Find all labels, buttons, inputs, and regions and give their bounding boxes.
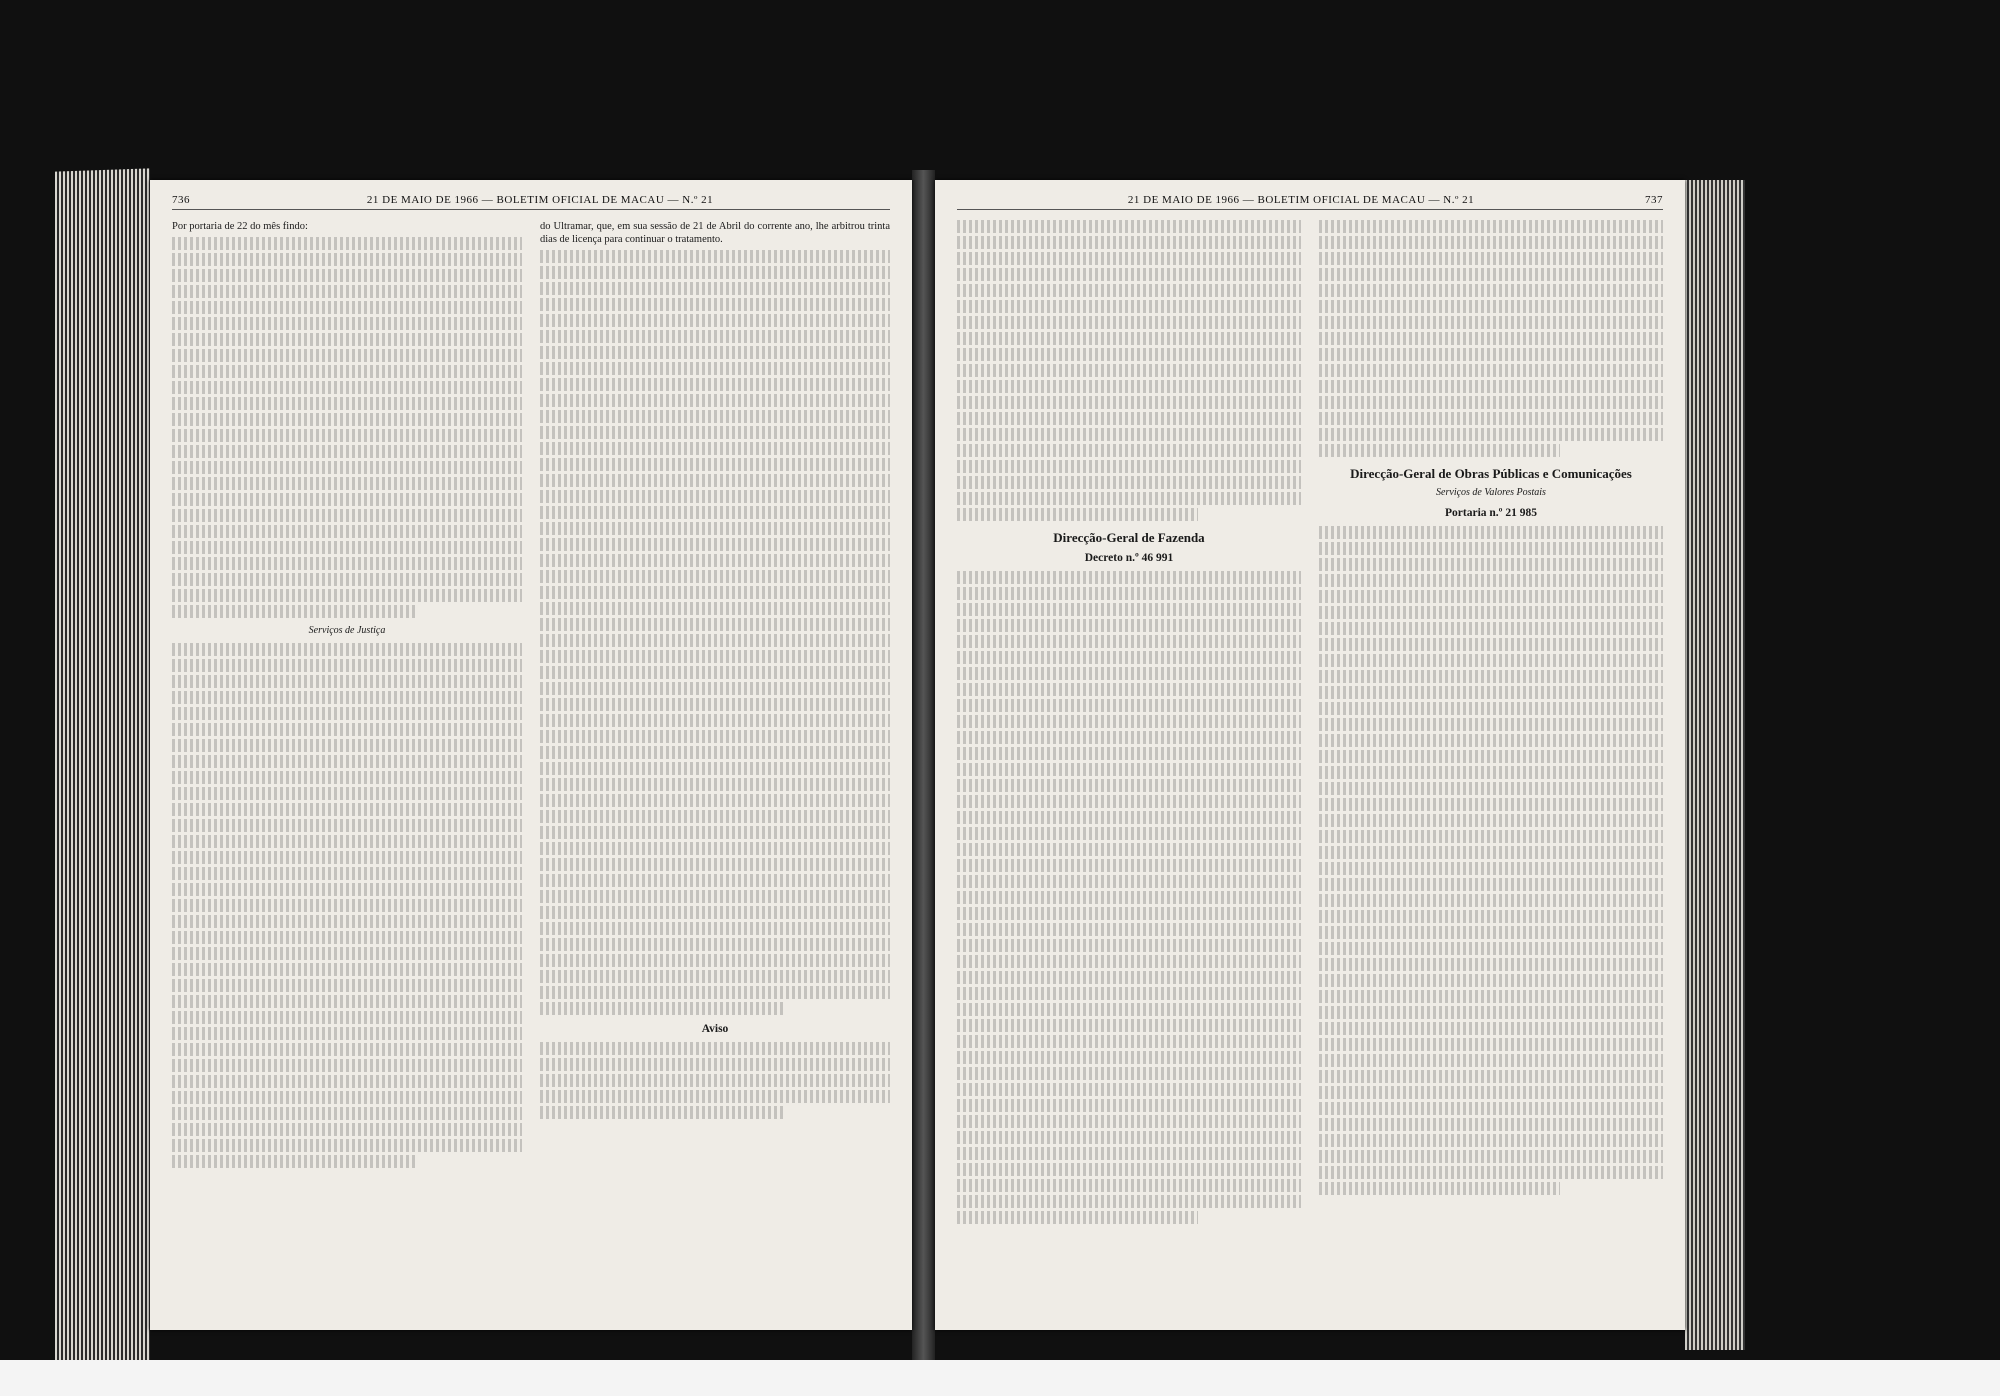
left-col1-opening: Por portaria de 22 do mês findo: (172, 221, 308, 232)
left-page (150, 180, 912, 1330)
left-column-2 (540, 220, 890, 1171)
left-page-header (172, 194, 890, 210)
left-column-1 (172, 220, 522, 1171)
decreto-title: Decreto n.º 46 991 (1084, 552, 1174, 564)
aviso-title: Aviso (701, 1023, 729, 1035)
left-col2-opening: do Ultramar, que, em sua sessão de 21 de Abril do corrente ano, lhe arbitrou trinta dias de licença para continuar o tratamento. (540, 221, 890, 245)
book-spine (912, 170, 935, 1370)
section-fazenda: Direcção-Geral de Fazenda (1053, 530, 1205, 545)
page-stack-left (55, 168, 150, 1371)
left-page-number: 736 (172, 194, 190, 206)
right-column-1 (957, 220, 1301, 1227)
section-servicos-justica: Serviços de Justiça (308, 625, 386, 636)
subsection-valores-postais: Serviços de Valores Postais (1436, 487, 1546, 498)
right-page-header (957, 194, 1663, 210)
right-page (935, 180, 1685, 1330)
right-running-head: 21 DE MAIO DE 1966 — BOLETIM OFICIAL DE MACAU — N.º 21 (1127, 194, 1475, 206)
right-page-number: 737 (1645, 194, 1663, 206)
section-obras-publicas: Direcção-Geral de Obras Públicas e Comunicações (1350, 466, 1632, 481)
microfilm-strip (0, 1360, 2000, 1396)
left-running-head: 21 DE MAIO DE 1966 — BOLETIM OFICIAL DE MACAU — N.º 21 (366, 194, 714, 206)
right-column-2 (1319, 220, 1663, 1227)
portaria-title: Portaria n.º 21 985 (1445, 507, 1537, 519)
page-stack-right (1685, 180, 1745, 1350)
